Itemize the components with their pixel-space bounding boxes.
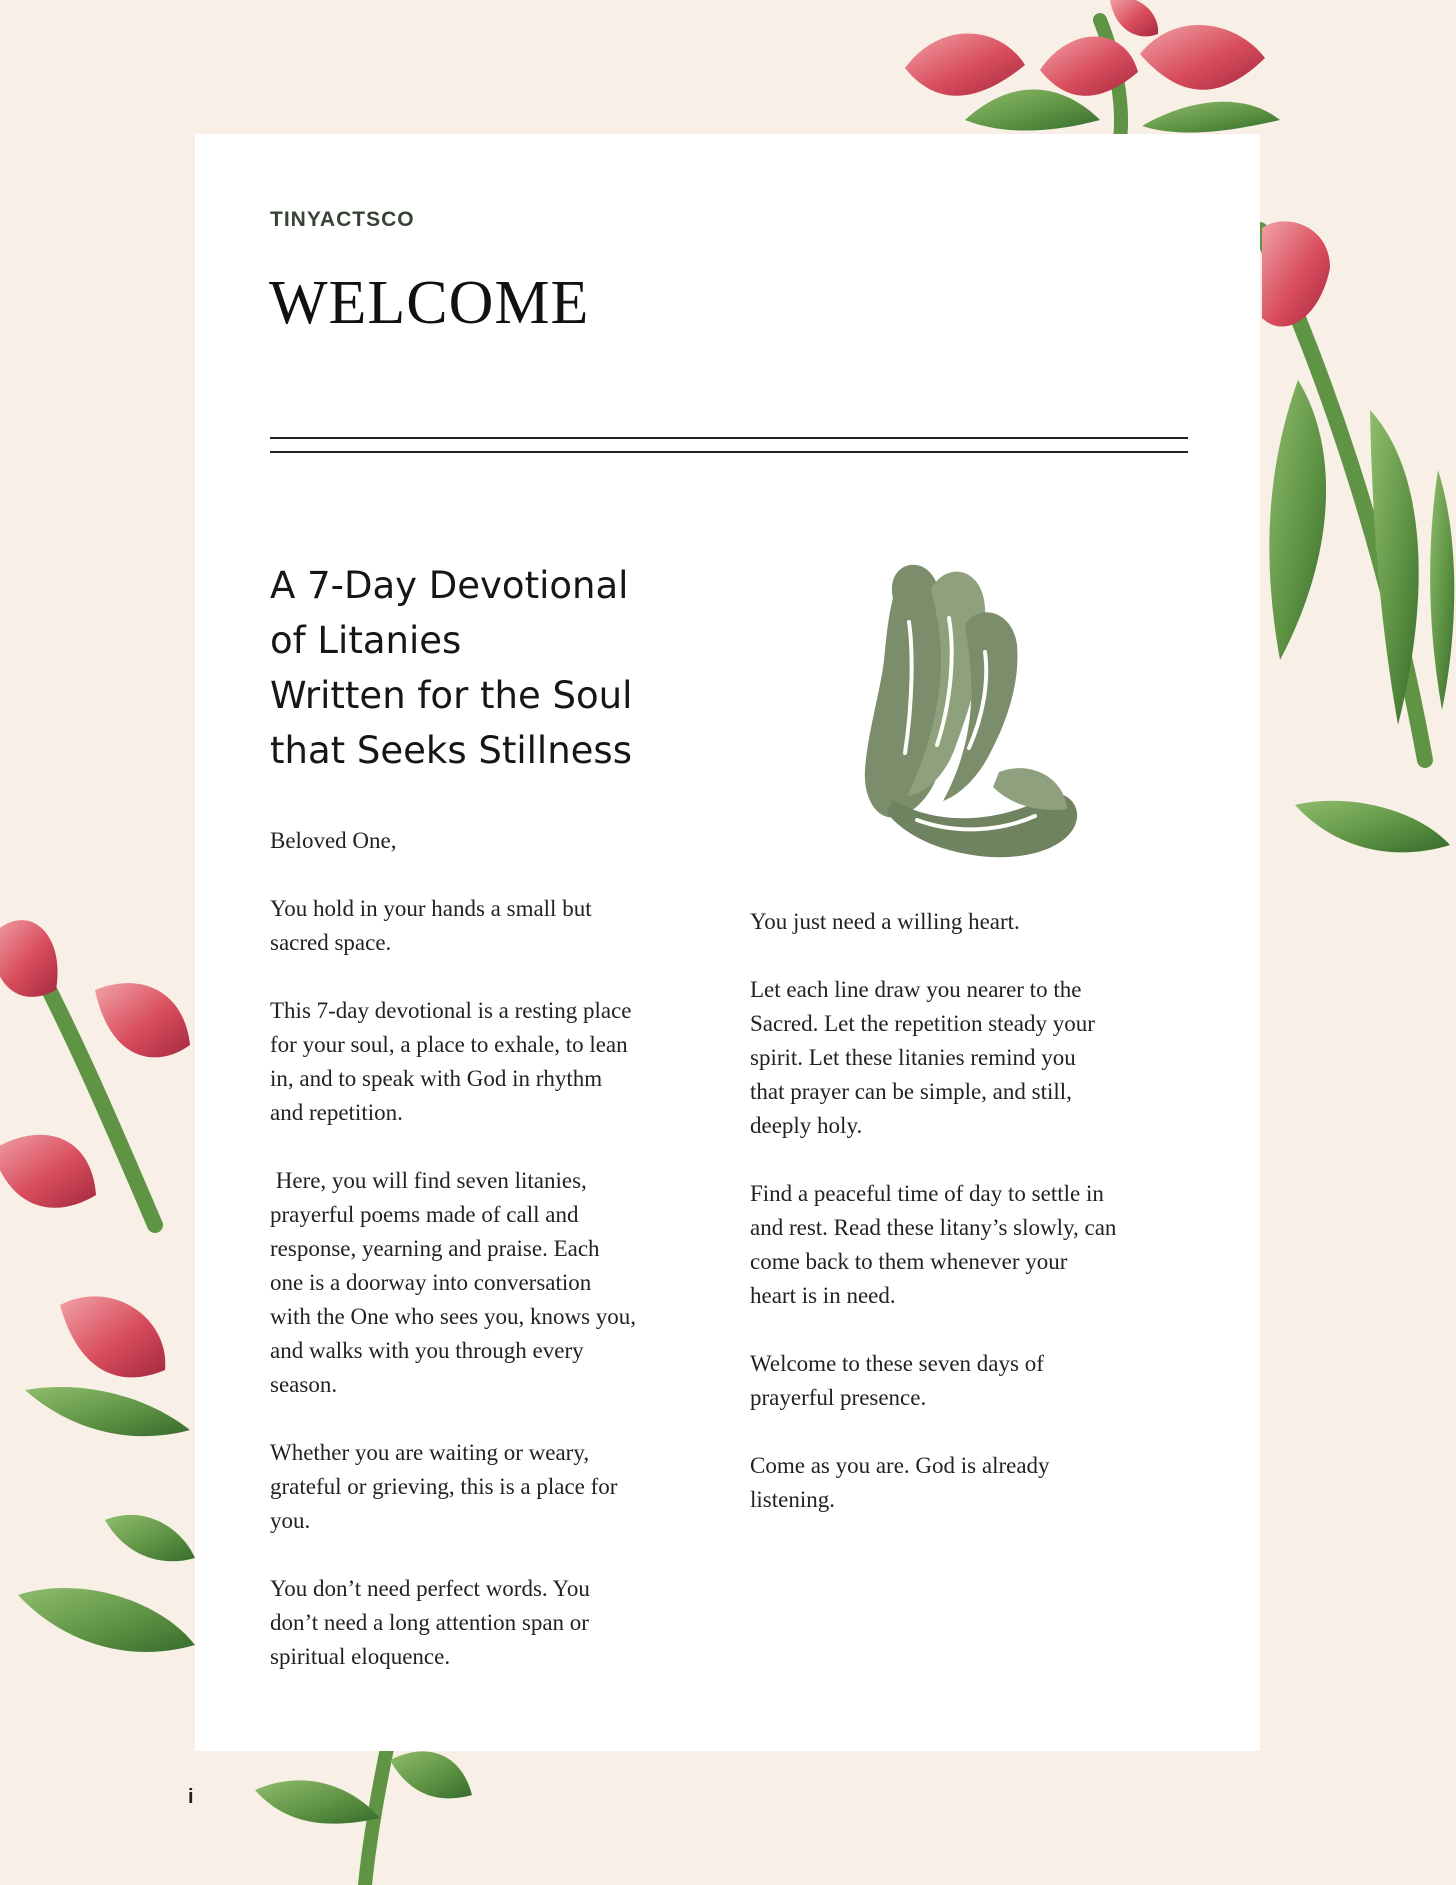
letter-paragraph: Beloved One, — [270, 828, 397, 853]
title-rule-bottom — [270, 451, 1188, 453]
right-leaf-1 — [1269, 380, 1326, 660]
bottom-leaf-left — [255, 1780, 380, 1823]
top-flower-right — [1140, 25, 1265, 90]
letter-paragraph: Welcome to these seven days of prayerful presence. — [750, 1351, 1044, 1410]
right-stem — [1260, 230, 1425, 760]
left-stem — [18, 930, 155, 1225]
letter-paragraph: This 7-day devotional is a resting place for your soul, a place to exhale, to lean in, and to speak with God in rhythm and repetition. — [270, 998, 632, 1125]
heading-line: Written for the Soul — [270, 674, 633, 717]
top-flower-left — [905, 33, 1025, 95]
left-flower-low — [0, 1135, 96, 1208]
letter-paragraph: You don’t need perfect words. You don’t need a long attention span or spiritual eloquence. — [270, 1576, 590, 1669]
left-leaf-1 — [25, 1387, 190, 1436]
letter-paragraph: You hold in your hands a small but sacred space. — [270, 896, 592, 955]
welcome-letter-right-column — [750, 905, 1190, 1517]
left-flower-top — [0, 920, 58, 997]
right-leaf-2 — [1370, 410, 1419, 725]
heading-line: that Seeks Stillness — [270, 729, 632, 772]
top-leaf-right — [1142, 102, 1280, 133]
letter-paragraph: Find a peaceful time of day to settle in and rest. Read these litany’s slowly, can come back to them whenever your heart is in need. — [750, 1181, 1117, 1308]
left-flower-cluster — [0, 920, 195, 1652]
heading-line: A 7-Day Devotional — [270, 564, 629, 607]
page-number: i — [188, 1786, 194, 1808]
left-leaf-2 — [105, 1515, 195, 1561]
right-flower-cluster — [1260, 221, 1454, 852]
right-flower — [1262, 221, 1330, 326]
letter-paragraph: You just need a willing heart. — [750, 909, 1020, 934]
praying-hands-icon — [805, 532, 1095, 862]
page-title: WELCOME — [269, 269, 590, 337]
letter-paragraph: Let each line draw you nearer to the Sacred. Let the repetition steady your spirit. Let these litanies remind you that prayer can be simple, and still, deeply holy. — [750, 977, 1095, 1138]
top-stem — [1100, 20, 1121, 150]
left-flower-bottom — [60, 1296, 165, 1377]
left-flower-mid — [95, 983, 190, 1057]
letter-paragraph: Here, you will find seven litanies, prayerful poems made of call and response, yearning and praise. Each one is a doorway into conversation with the One who sees you, knows you, and walks with you through every season. — [270, 1168, 637, 1397]
devotional-heading — [270, 558, 700, 778]
brand-name: TINYACTSCO — [270, 208, 415, 231]
heading-line: of Litanies — [270, 619, 462, 662]
title-rule-top — [270, 437, 1188, 439]
right-leaf-4 — [1430, 470, 1454, 710]
letter-paragraph: Whether you are waiting or weary, grateful or grieving, this is a place for you. — [270, 1440, 618, 1533]
left-leaf-3 — [18, 1588, 195, 1652]
bottom-leaf-right — [390, 1751, 472, 1798]
page-card — [195, 134, 1260, 1751]
top-flower-cluster — [905, 0, 1280, 150]
letter-paragraph: Come as you are. God is already listening. — [750, 1453, 1050, 1512]
top-flower-small — [1110, 0, 1158, 36]
welcome-letter-left-column — [270, 824, 710, 1674]
top-flower-center — [1040, 36, 1138, 95]
right-leaf-3 — [1295, 801, 1450, 853]
top-leaf-left — [965, 90, 1100, 131]
